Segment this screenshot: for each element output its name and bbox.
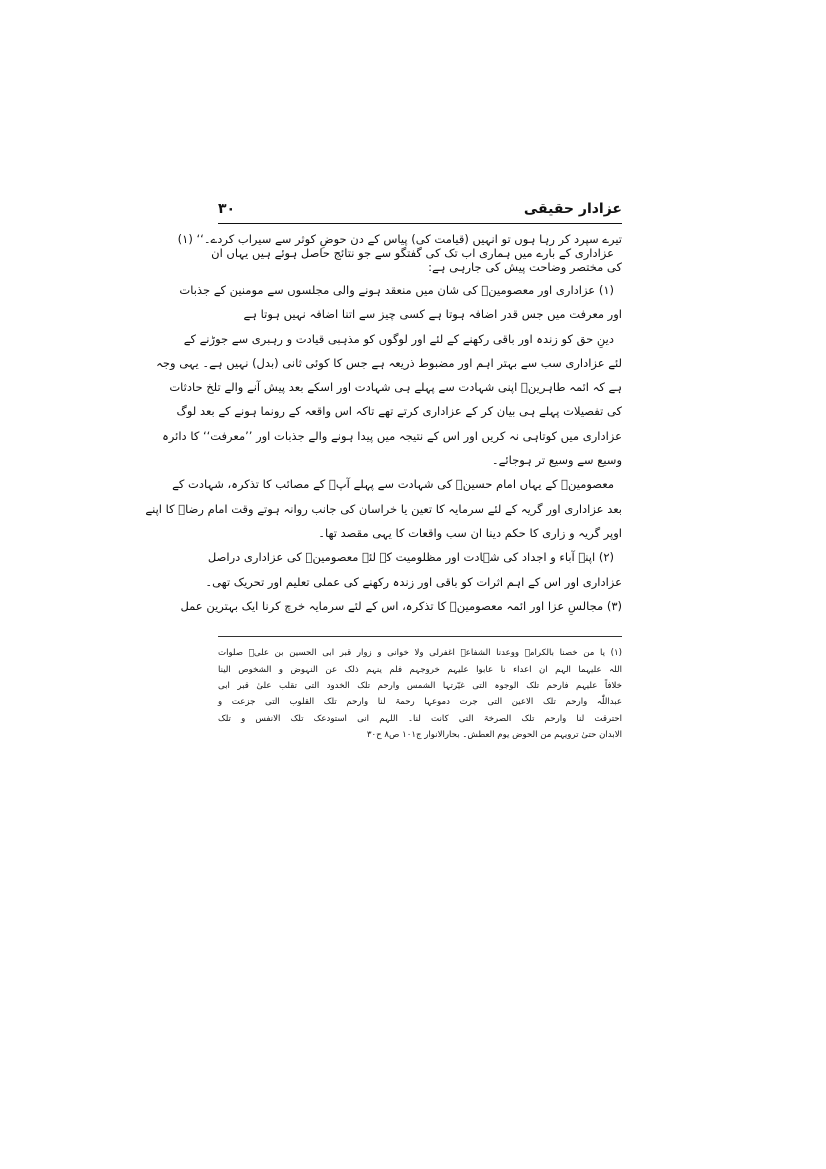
footnote-line: اللہ علیہما الہم ان اعداء نا عابوا علیہم خروجہم فلم ینہم ذلک عن النہوض و الشخوص الینا bbox=[218, 664, 622, 675]
footnote-line: عبداللّٰہ وارحم تلک الاعین التی جرت دموعہا رحمۃ لنا وارحم تلک القلوب التی جزعت و bbox=[218, 697, 622, 708]
text-line: معصومینؑ کے یہاں امام حسینؑ کی شہادت سے پہلے آپؑ کے مصائب کا تذکرہ، شہادت کے bbox=[172, 477, 614, 492]
text-line: عزاداری اور اس کے اہم اثرات کو باقی اور زندہ رکھنے کی عملی تعلیم اور تحریک تھی۔ bbox=[205, 574, 622, 589]
footnote-block bbox=[218, 645, 622, 743]
header-title: عزادار حقیقی bbox=[523, 201, 622, 217]
text-line: کی مختصر وضاحت پیش کی جارہی ہے: bbox=[428, 260, 622, 274]
footnote-line: خلافاً علیہم فارحم تلک الوجوہ التی غیّرتہا الشمس وارحم تلک الخدود التی تقلب علیٰ قبر ابی bbox=[218, 680, 622, 691]
text-line: (۳) مجالسِ عزا اور ائمہ معصومینؑ کا تذکرہ، اس کے لئے سرمایہ خرچ کرنا ایک بہترین عمل bbox=[180, 598, 622, 613]
main-text bbox=[145, 232, 622, 618]
text-line: کی تفصیلات پہلے ہی بیان کر کے عزاداری کرتے تھے تاکہ اس واقعہ کے رونما ہونے کے بعد لوگ bbox=[176, 404, 622, 419]
text-line: (۲) اپنے آباء و اجداد کی شہادت اور مظلومیت کے لئے معصومینؑ کی عزاداری دراصل bbox=[207, 550, 614, 565]
text-line: اور معرفت میں جس قدر اضافہ ہوتا ہے کسی چیز سے اتنا اضافہ نہیں ہوتا ہے bbox=[243, 307, 622, 322]
text-line: وسیع سے وسیع تر ہوجائے۔ bbox=[491, 453, 622, 468]
text-line: بعد عزاداری اور گریہ کے لئے سرمایہ کا تعین یا خراسان کی جانب روانہ ہوتے وقت امام رضاؑ کا اپنے bbox=[145, 501, 622, 516]
footnote-divider bbox=[218, 636, 622, 637]
text-line: اوپر گریہ و زاری کا حکم دینا ان سب واقعات کا یہی مقصد تھا۔ bbox=[318, 525, 622, 540]
text-line: تیرے سپرد کر رہا ہوں تو انہیں (قیامت کی) پیاس کے دن حوضِ کوثر سے سیراب کردے۔‘‘ (۱) bbox=[177, 232, 622, 246]
document-page bbox=[145, 190, 622, 880]
text-line: عزاداری کے بارے میں ہماری اب تک کی گفتگو سے جو نتائج حاصل ہوئے ہیں یہاں ان bbox=[211, 246, 614, 260]
footnote-line: الابدان حتیٰ ترویہم من الحوض یوم العطش۔ بحارالانوار ج۱۰۱ ص۸ ح۳۰ bbox=[366, 730, 622, 741]
text-line: ہے کہ ائمہ طاہرینؑ اپنی شہادت سے پہلے ہی شہادت اور اسکے بعد پیش آنے والے تلخ حادثات bbox=[169, 380, 622, 395]
running-header bbox=[218, 190, 622, 224]
text-line: دینِ حق کو زندہ اور باقی رکھنے کے لئے اور لوگوں کو مذہبی قیادت و رہبری سے جوڑنے کے bbox=[183, 331, 614, 346]
footnote-line: (۱) یا من خصنا بالکرامۃ ووعدنا الشفاعۃ اغفرلی ولا خوانی و زوار قبر ابی الحسین بن علیؑ صلوات bbox=[218, 648, 622, 659]
text-line: عزاداری میں کوتاہی نہ کریں اور اس کے نتیجہ میں پیدا ہونے والے جذبات اور ’’معرفت‘‘ کا دائرہ bbox=[162, 428, 622, 443]
text-line: لئے عزاداری سب سے بہتر اہم اور مضبوط ذریعہ ہے جس کا کوئی ثانی (بدل) نہیں ہے۔ یہی وجہ bbox=[156, 355, 622, 370]
page-number: ۳۰ bbox=[218, 201, 236, 217]
footnote-line: احترقت لنا وارحم تلک الصرخۃ التی کانت لنا۔ اللہم انی استودعک تلک الانفس و تلک bbox=[218, 713, 622, 724]
text-line: (۱) عزاداری اور معصومینؑ کی شان میں منعقد ہونے والی مجلسوں سے مومنین کے جذبات bbox=[179, 283, 614, 297]
